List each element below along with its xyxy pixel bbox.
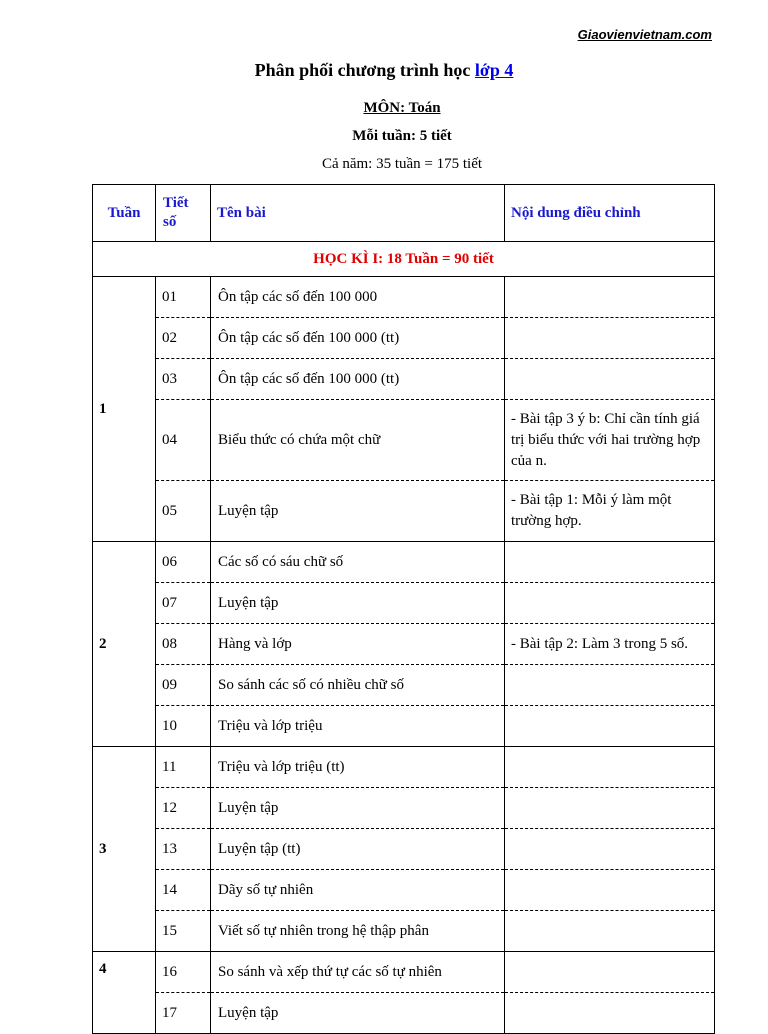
period-number: 02 xyxy=(156,318,211,359)
header-week: Tuần xyxy=(93,185,156,242)
grade-link[interactable]: lớp 4 xyxy=(474,60,514,80)
site-watermark: Giaovienvietnam.com xyxy=(577,27,712,42)
periods-per-week: Mỗi tuần: 5 tiết xyxy=(352,128,452,144)
table-row xyxy=(93,952,715,993)
table-row xyxy=(93,993,715,1034)
title-prefix: Phân phối chương trình học xyxy=(254,60,471,80)
adjust-note xyxy=(505,952,715,993)
lesson-name: So sánh các số có nhiều chữ số xyxy=(211,665,505,706)
lesson-name: Biểu thức có chứa một chữ xyxy=(211,400,505,481)
period-number: 03 xyxy=(156,359,211,400)
table-row xyxy=(93,911,715,952)
period-number: 11 xyxy=(156,747,211,788)
week-number: 2 xyxy=(93,542,156,747)
period-number: 16 xyxy=(156,952,211,993)
adjust-note xyxy=(505,993,715,1034)
adjust-note xyxy=(505,747,715,788)
table-row xyxy=(93,747,715,788)
period-number: 14 xyxy=(156,870,211,911)
lesson-name: Triệu và lớp triệu xyxy=(211,706,505,747)
table-row xyxy=(93,583,715,624)
adjust-note xyxy=(505,318,715,359)
lesson-name: Luyện tập xyxy=(211,481,505,542)
period-number: 12 xyxy=(156,788,211,829)
adjust-note xyxy=(505,829,715,870)
adjust-note xyxy=(505,665,715,706)
subject-text: MÔN: Toán xyxy=(363,100,441,116)
full-year-summary: Cả năm: 35 tuần = 175 tiết xyxy=(321,156,483,172)
adjust-note: - Bài tập 1: Mỗi ý làm một trường hợp. xyxy=(505,481,715,542)
adjust-note xyxy=(505,870,715,911)
lesson-name: Dãy số tự nhiên xyxy=(211,870,505,911)
adjust-note xyxy=(505,277,715,318)
lesson-name: Viết số tự nhiên trong hệ thập phân xyxy=(211,911,505,952)
table-row xyxy=(93,481,715,542)
lesson-name: Ôn tập các số đến 100 000 (tt) xyxy=(211,318,505,359)
adjust-note xyxy=(505,911,715,952)
lesson-name: So sánh và xếp thứ tự các số tự nhiên xyxy=(211,952,505,993)
table-row xyxy=(93,870,715,911)
page-title xyxy=(0,60,768,81)
table-row xyxy=(93,665,715,706)
adjust-note xyxy=(505,359,715,400)
table-row xyxy=(93,788,715,829)
subject-label xyxy=(0,100,768,117)
period-number: 10 xyxy=(156,706,211,747)
semester-label: HỌC KÌ I: 18 Tuần = 90 tiết xyxy=(93,242,715,277)
lesson-name: Các số có sáu chữ số xyxy=(211,542,505,583)
lesson-name: Luyện tập xyxy=(211,583,505,624)
period-number: 17 xyxy=(156,993,211,1034)
period-number: 04 xyxy=(156,400,211,481)
header-lesson: Tên bài xyxy=(211,185,505,242)
period-number: 07 xyxy=(156,583,211,624)
table-row xyxy=(93,359,715,400)
period-number: 08 xyxy=(156,624,211,665)
adjust-note: - Bài tập 2: Làm 3 trong 5 số. xyxy=(505,624,715,665)
adjust-note xyxy=(505,788,715,829)
adjust-note xyxy=(505,706,715,747)
lesson-name: Ôn tập các số đến 100 000 xyxy=(211,277,505,318)
period-number: 15 xyxy=(156,911,211,952)
table-header-row xyxy=(93,185,715,242)
lesson-name: Luyện tập (tt) xyxy=(211,829,505,870)
period-number: 09 xyxy=(156,665,211,706)
period-number: 05 xyxy=(156,481,211,542)
table-row xyxy=(93,542,715,583)
header-period-text: Tiết số xyxy=(163,195,189,230)
lesson-name: Hàng và lớp xyxy=(211,624,505,665)
table-row xyxy=(93,829,715,870)
semester-row xyxy=(93,242,715,277)
table-row xyxy=(93,706,715,747)
curriculum-table xyxy=(92,184,715,1034)
week-number: 4 xyxy=(93,952,156,1034)
table-row xyxy=(93,624,715,665)
header-period xyxy=(156,185,211,242)
week-number: 1 xyxy=(93,277,156,542)
period-number: 13 xyxy=(156,829,211,870)
adjust-note xyxy=(505,583,715,624)
period-number: 06 xyxy=(156,542,211,583)
lesson-name: Ôn tập các số đến 100 000 (tt) xyxy=(211,359,505,400)
adjust-note: - Bài tập 3 ý b: Chỉ cần tính giá trị biểu thức với hai trường hợp của n. xyxy=(505,400,715,481)
lesson-name: Luyện tập xyxy=(211,788,505,829)
period-number: 01 xyxy=(156,277,211,318)
lesson-name: Triệu và lớp triệu (tt) xyxy=(211,747,505,788)
table-row xyxy=(93,400,715,481)
week-number: 3 xyxy=(93,747,156,952)
table-row xyxy=(93,277,715,318)
adjust-note xyxy=(505,542,715,583)
table-row xyxy=(93,318,715,359)
lesson-name: Luyện tập xyxy=(211,993,505,1034)
header-adjust: Nội dung điều chỉnh xyxy=(505,185,715,242)
